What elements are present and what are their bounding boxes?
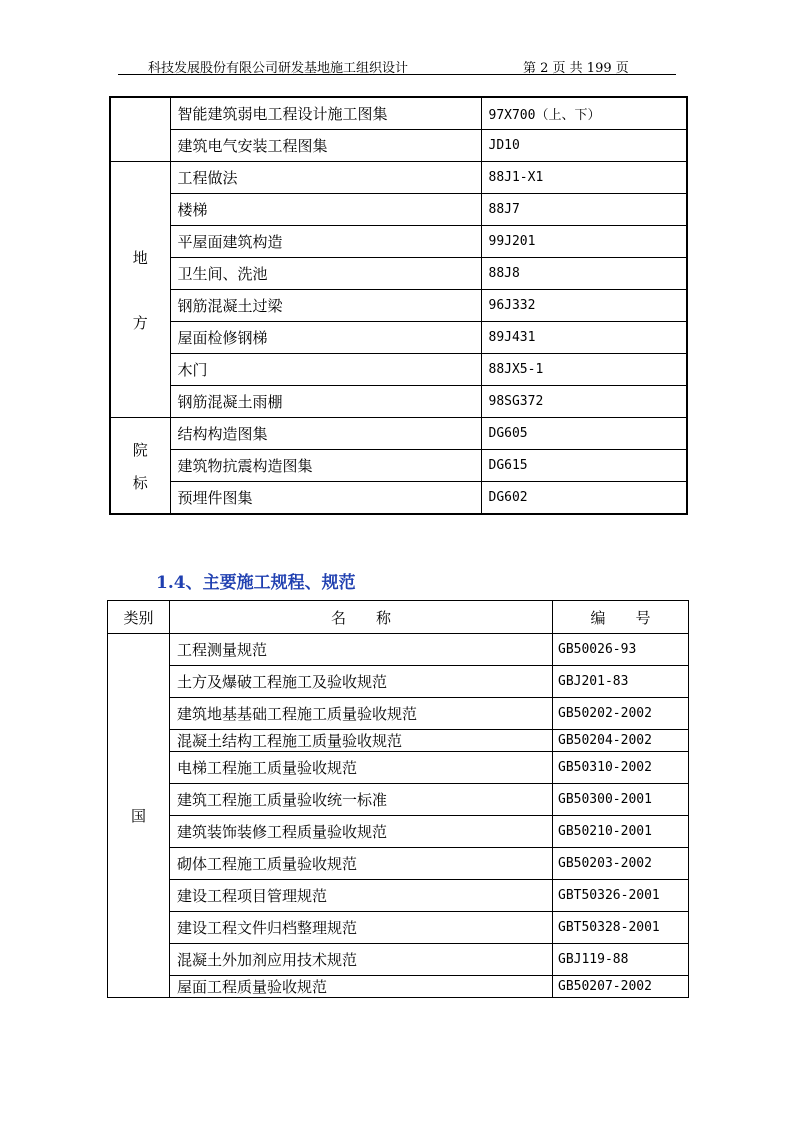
atlas-name: 智能建筑弱电工程设计施工图集 [170,97,481,130]
table-row [108,880,689,912]
atlas-name: 卫生间、洗池 [170,258,481,290]
atlas-name: 木门 [170,354,481,386]
table-row [110,130,687,162]
atlas-name: 楼梯 [170,194,481,226]
atlas-code: 88J8 [481,258,687,290]
category-cell [110,97,170,162]
regulation-name: 屋面工程质量验收规范 [170,976,553,998]
table-row [108,816,689,848]
table-row [110,322,687,354]
table-row [108,666,689,698]
atlas-name: 建筑物抗震构造图集 [170,450,481,482]
header-name: 名 称 [170,601,553,634]
regulation-code: GB50207-2002 [553,976,689,998]
atlas-code: 88JX5-1 [481,354,687,386]
regulation-code: GBJ119-88 [553,944,689,976]
table-row [108,730,689,752]
table-row [108,634,689,666]
section-heading: 1.4、主要施工规程、规范 [156,573,356,593]
table-row [110,290,687,322]
table-row [110,386,687,418]
atlas-code: JD10 [481,130,687,162]
atlas-code: 99J201 [481,226,687,258]
atlas-code: 89J431 [481,322,687,354]
regulations-table [107,600,689,998]
page-header [118,56,676,75]
atlas-name: 钢筋混凝土过梁 [170,290,481,322]
regulation-name: 混凝土结构工程施工质量验收规范 [170,730,553,752]
regulation-name: 建设工程项目管理规范 [170,880,553,912]
atlas-name: 结构构造图集 [170,418,481,450]
header-code: 编 号 [553,601,689,634]
table-row [108,976,689,998]
regulation-code: GB50203-2002 [553,848,689,880]
category-char: 方 [132,313,148,332]
atlas-code: 98SG372 [481,386,687,418]
table-row [108,752,689,784]
atlas-name: 钢筋混凝土雨棚 [170,386,481,418]
table-row [110,354,687,386]
table-row [110,482,687,515]
header-category: 类别 [108,601,170,634]
atlas-code: DG605 [481,418,687,450]
atlas-code: DG615 [481,450,687,482]
atlas-name: 工程做法 [170,162,481,194]
category-char: 院 [132,440,148,459]
regulation-code: GB50210-2001 [553,816,689,848]
category-char: 地 [132,248,148,267]
table-row [108,698,689,730]
atlas-code: 88J7 [481,194,687,226]
table-row [110,418,687,450]
category-char: 标 [132,473,148,492]
standards-atlas-table [109,96,688,515]
regulation-name: 建筑工程施工质量验收统一标准 [170,784,553,816]
regulation-code: GBJ201-83 [553,666,689,698]
table-row [110,258,687,290]
atlas-code: 97X700（上、下） [481,97,687,130]
category-cell-institute [110,418,170,515]
atlas-name: 预埋件图集 [170,482,481,515]
regulation-code: GB50310-2002 [553,752,689,784]
regulation-name: 砌体工程施工质量验收规范 [170,848,553,880]
table-row [110,450,687,482]
regulation-code: GB50300-2001 [553,784,689,816]
table-header-row [108,601,689,634]
table-row [108,912,689,944]
regulation-name: 建筑装饰装修工程质量验收规范 [170,816,553,848]
table-row [108,944,689,976]
regulation-code: GBT50326-2001 [553,880,689,912]
atlas-name: 平屋面建筑构造 [170,226,481,258]
regulation-name: 电梯工程施工质量验收规范 [170,752,553,784]
regulation-name: 建设工程文件归档整理规范 [170,912,553,944]
category-cell-national: 国 [108,634,170,998]
atlas-code: DG602 [481,482,687,515]
category-cell-local [110,162,170,418]
table-row [110,162,687,194]
regulation-name: 工程测量规范 [170,634,553,666]
atlas-code: 96J332 [481,290,687,322]
table-row [110,97,687,130]
atlas-name: 屋面检修钢梯 [170,322,481,354]
atlas-code: 88J1-X1 [481,162,687,194]
table-row [108,848,689,880]
regulation-code: GB50202-2002 [553,698,689,730]
regulation-code: GB50026-93 [553,634,689,666]
table-row [110,226,687,258]
page-number: 第 2 页 共 199 页 [523,61,629,76]
atlas-name: 建筑电气安装工程图集 [170,130,481,162]
document-title: 科技发展股份有限公司研发基地施工组织设计 [148,61,409,76]
table-row [108,784,689,816]
regulation-code: GB50204-2002 [553,730,689,752]
regulation-name: 混凝土外加剂应用技术规范 [170,944,553,976]
regulation-name: 建筑地基基础工程施工质量验收规范 [170,698,553,730]
table-row [110,194,687,226]
regulation-name: 土方及爆破工程施工及验收规范 [170,666,553,698]
regulation-code: GBT50328-2001 [553,912,689,944]
